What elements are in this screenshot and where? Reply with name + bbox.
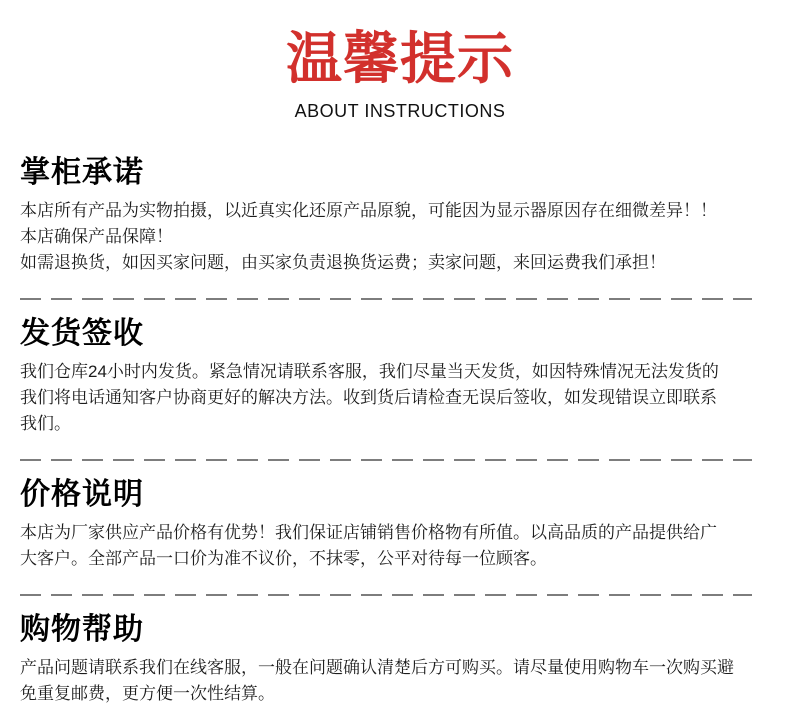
tips-content	[0, 157, 800, 707]
paragraph-line: 大客户。全部产品一口价为准不议价，不抹零，公平对待每一位顾客。	[20, 549, 547, 568]
section-pricing	[20, 479, 780, 572]
dashed-divider	[20, 459, 752, 461]
paragraph-line: 如需退换货，如因买家问题，由买家负责退换货运费；卖家问题，来回运费我们承担！	[20, 253, 666, 272]
section-shipping	[20, 318, 780, 437]
section-heading: 购物帮助	[20, 613, 144, 646]
paragraph-line: 免重复邮费，更方便一次性结算。	[20, 684, 275, 703]
page-title: 温馨提示	[286, 27, 514, 90]
section-paragraph	[20, 520, 780, 572]
section-heading: 价格说明	[20, 478, 144, 511]
section-paragraph	[20, 198, 780, 276]
dashed-divider	[20, 298, 752, 300]
page-subtitle: ABOUT INSTRUCTIONS	[294, 101, 506, 121]
section-paragraph	[20, 359, 780, 437]
paragraph-line: 本店所有产品为实物拍摄，以近真实化还原产品原貌，可能因为显示器原因存在细微差异！！	[20, 201, 717, 220]
section-paragraph	[20, 655, 780, 707]
section-shopping-help	[20, 614, 780, 707]
section-seller-promise	[20, 157, 780, 276]
page-header	[0, 0, 800, 121]
section-heading: 发货签收	[20, 317, 144, 350]
paragraph-line: 产品问题请联系我们在线客服，一般在问题确认清楚后方可购买。请尽量使用购物车一次购买避	[20, 658, 734, 677]
paragraph-line: 本店为厂家供应产品价格有优势！我们保证店铺销售价格物有所值。以高品质的产品提供给广	[20, 523, 717, 542]
paragraph-line: 我们仓库24小时内发货。紧急情况请联系客服，我们尽量当天发货，如因特殊情况无法发货的	[20, 362, 719, 381]
paragraph-line: 我们将电话通知客户协商更好的解决方法。收到货后请检查无误后签收，如发现错误立即联系	[20, 388, 717, 407]
paragraph-line: 我们。	[20, 414, 71, 433]
dashed-divider	[20, 594, 752, 596]
paragraph-line: 本店确保产品保障！	[20, 227, 173, 246]
section-heading: 掌柜承诺	[20, 156, 144, 189]
